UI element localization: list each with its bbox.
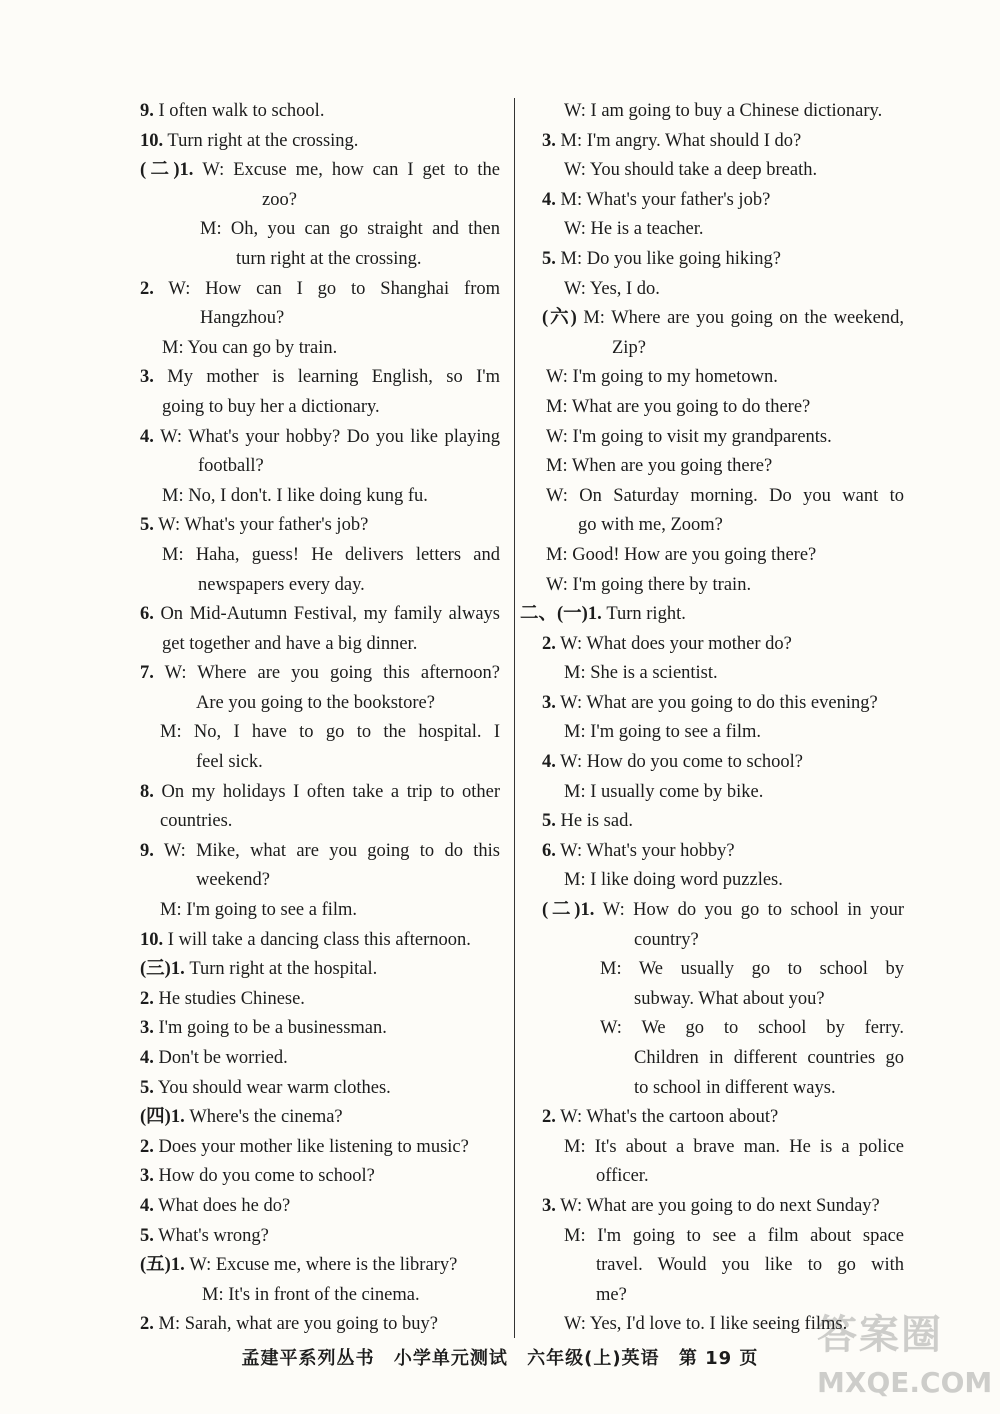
- item-number: 5.: [140, 515, 154, 536]
- answer-line: [140, 334, 500, 364]
- line-text: M: We usually go to school by: [600, 959, 904, 980]
- answer-line: [542, 1044, 904, 1074]
- answer-line: [542, 97, 904, 127]
- line-text: W: Excuse me, where is the library?: [189, 1255, 458, 1276]
- answer-line: [140, 393, 500, 423]
- answer-line: [140, 1281, 500, 1311]
- line-text: W: How can I go to Shanghai from: [168, 278, 500, 299]
- line-text: M: It's in front of the cinema.: [202, 1284, 420, 1305]
- answer-line: [542, 866, 904, 896]
- line-text: How do you come to school?: [158, 1166, 375, 1187]
- answer-line: [542, 1251, 904, 1281]
- line-text: Where's the cinema?: [189, 1107, 343, 1128]
- line-text: to school in different ways.: [634, 1077, 836, 1098]
- answer-line: [140, 718, 500, 748]
- answer-line: [140, 837, 500, 867]
- answer-line: [542, 896, 904, 926]
- answer-line: [140, 1074, 500, 1104]
- line-text: M: I usually come by bike.: [564, 781, 764, 802]
- line-text: My mother is learning English, so I'm: [167, 367, 500, 388]
- answer-line: [542, 1133, 904, 1163]
- line-text: M: Do you like going hiking?: [560, 248, 781, 269]
- item-number: 6.: [542, 840, 556, 861]
- line-text: turn right at the crossing.: [236, 248, 422, 269]
- line-text: W: You should take a deep breath.: [564, 160, 818, 181]
- line-text: W: He is a teacher.: [564, 219, 704, 240]
- answer-line: [140, 926, 500, 956]
- line-text: M: I'm going to see a film.: [160, 900, 358, 921]
- answer-line: [140, 156, 500, 186]
- item-number: 5.: [140, 1225, 154, 1246]
- line-text: W: What's the cartoon about?: [560, 1107, 779, 1128]
- line-text: go with me, Zoom?: [578, 515, 723, 536]
- item-number: (五)1.: [140, 1255, 185, 1276]
- answer-line: [140, 97, 500, 127]
- answer-line: [542, 807, 904, 837]
- answer-line: [542, 955, 904, 985]
- item-number: 4.: [140, 1195, 154, 1216]
- line-text: M: What are you going to do there?: [546, 396, 811, 417]
- line-text: countries.: [160, 811, 233, 832]
- line-text: Children in different countries go: [634, 1048, 904, 1068]
- item-number: 10.: [140, 130, 164, 151]
- item-number: 3.: [140, 367, 154, 388]
- answer-line: [520, 600, 904, 630]
- item-number: 2.: [140, 1136, 154, 1157]
- item-number: 4.: [140, 1048, 154, 1068]
- line-text: W: On Saturday morning. Do you want to: [546, 485, 904, 506]
- line-text: me?: [596, 1284, 627, 1305]
- answer-line: [140, 1251, 500, 1281]
- answer-line: [542, 452, 904, 482]
- answer-line: [542, 630, 904, 660]
- line-text: M: I'm angry. What should I do?: [560, 130, 802, 151]
- line-text: M: I'm going to see a film about space: [564, 1225, 904, 1246]
- item-number: 3.: [140, 1166, 154, 1187]
- line-text: football?: [198, 456, 264, 477]
- answer-line: [542, 659, 904, 689]
- answer-line: [140, 778, 500, 808]
- line-text: W: Excuse me, how can I get to the: [202, 160, 500, 181]
- line-text: What does he do?: [158, 1195, 291, 1216]
- item-number: (四)1.: [140, 1107, 185, 1128]
- line-text: zoo?: [262, 189, 297, 210]
- right-column: [520, 97, 904, 1340]
- line-text: newspapers every day.: [198, 574, 365, 595]
- line-text: Turn right at the hospital.: [189, 959, 378, 980]
- line-text: On Mid-Autumn Festival, my family always: [160, 604, 500, 625]
- answer-line: [542, 541, 904, 571]
- answer-line: [140, 304, 500, 334]
- line-text: I'm going to be a businessman.: [158, 1018, 387, 1039]
- left-column: [140, 97, 500, 1340]
- line-text: W: How do you go to school in your: [602, 900, 904, 921]
- item-number: 10.: [140, 929, 164, 950]
- line-text: M: Good! How are you going there?: [546, 544, 817, 565]
- answer-line: [140, 571, 500, 601]
- line-text: W: What's your hobby?: [560, 840, 735, 861]
- line-text: W: How do you come to school?: [560, 752, 804, 773]
- line-text: W: What's your father's job?: [158, 515, 369, 536]
- line-text: subway. What about you?: [634, 988, 825, 1009]
- answer-line: [542, 423, 904, 453]
- line-text: Does your mother like listening to music?: [158, 1136, 469, 1157]
- item-number: 5.: [542, 248, 556, 269]
- item-number: 5.: [140, 1077, 154, 1098]
- watermark-url: MXQE.COM: [817, 1366, 993, 1399]
- answer-line: [542, 363, 904, 393]
- line-text: W: I'm going there by train.: [546, 574, 752, 595]
- answer-line: [542, 304, 904, 334]
- answer-line: [140, 511, 500, 541]
- item-number: 5.: [542, 811, 556, 832]
- line-text: I often walk to school.: [158, 101, 325, 121]
- line-text: W: Where are you going this afternoon?: [164, 663, 500, 684]
- answer-line: [140, 748, 500, 778]
- item-number: 3.: [140, 1018, 154, 1039]
- answer-line: [140, 866, 500, 896]
- line-text: W: I'm going to visit my grandparents.: [546, 426, 832, 447]
- answer-line: [542, 926, 904, 956]
- answer-line: [140, 452, 500, 482]
- item-number: 9.: [140, 101, 154, 121]
- line-text: travel. Would you like to go with: [596, 1255, 904, 1276]
- answer-line: [542, 334, 904, 364]
- answer-line: [542, 1222, 904, 1252]
- answer-line: [140, 630, 500, 660]
- item-number: 8.: [140, 781, 154, 802]
- answer-line: [542, 275, 904, 305]
- answer-line: [140, 245, 500, 275]
- answer-line: [542, 156, 904, 186]
- line-text: M: Where are you going on the weekend,: [583, 308, 904, 329]
- column-divider: [514, 98, 515, 1338]
- answer-line: [542, 718, 904, 748]
- item-number: 4.: [542, 189, 556, 210]
- line-text: M: Haha, guess! He delivers letters and: [162, 544, 500, 565]
- line-text: M: It's about a brave man. He is a police: [564, 1136, 904, 1157]
- footer-page-number: 第 19 页: [678, 1348, 759, 1369]
- answer-line: [542, 1103, 904, 1133]
- line-text: W: What does your mother do?: [560, 633, 792, 654]
- answer-line: [140, 1162, 500, 1192]
- line-text: Hangzhou?: [200, 308, 285, 329]
- answer-line: [542, 689, 904, 719]
- answer-line: [140, 482, 500, 512]
- answer-line: [140, 1044, 500, 1074]
- line-text: What's wrong?: [158, 1225, 269, 1246]
- line-text: M: When are you going there?: [546, 456, 773, 477]
- answer-line: [542, 393, 904, 423]
- item-number: 4.: [542, 752, 556, 773]
- answer-line: [542, 1014, 904, 1044]
- line-text: W: I am going to buy a Chinese dictionary.: [564, 101, 883, 121]
- line-text: W: Mike, what are you going to do this: [163, 840, 500, 861]
- answer-line: [140, 896, 500, 926]
- line-text: going to buy her a dictionary.: [162, 396, 380, 417]
- line-text: M: She is a scientist.: [564, 663, 718, 684]
- line-text: M: What's your father's job?: [560, 189, 771, 210]
- line-text: Turn right at the crossing.: [167, 130, 359, 151]
- item-number: 3.: [542, 130, 556, 151]
- answer-line: [140, 600, 500, 630]
- line-text: M: Sarah, what are you going to buy?: [158, 1314, 438, 1335]
- answer-line: [140, 985, 500, 1015]
- line-text: Turn right.: [606, 604, 686, 625]
- answer-line: [542, 186, 904, 216]
- item-number: 3.: [542, 692, 556, 713]
- line-text: get together and have a big dinner.: [162, 633, 418, 654]
- answer-line: [140, 955, 500, 985]
- answer-line: [140, 807, 500, 837]
- line-text: M: Oh, you can go straight and then: [200, 219, 500, 240]
- answer-line: [140, 659, 500, 689]
- line-text: W: Yes, I do.: [564, 278, 660, 299]
- answer-line: [542, 1074, 904, 1104]
- item-number: 2.: [542, 633, 556, 654]
- footer-grade: 六年级(上)英语: [527, 1348, 660, 1369]
- answer-line: [542, 985, 904, 1015]
- line-text: He studies Chinese.: [158, 988, 305, 1009]
- answer-line: [542, 1162, 904, 1192]
- answer-line: [542, 837, 904, 867]
- item-number: (六): [542, 308, 577, 329]
- item-number: 2.: [140, 1314, 154, 1335]
- line-text: Zip?: [612, 337, 646, 358]
- line-text: I will take a dancing class this afternoon.: [167, 929, 471, 950]
- item-number: (三)1.: [140, 959, 185, 980]
- answer-line: [542, 482, 904, 512]
- line-text: M: No, I don't. I like doing kung fu.: [162, 485, 428, 506]
- answer-line: [542, 1192, 904, 1222]
- line-text: M: I'm going to see a film.: [564, 722, 762, 743]
- line-text: W: What are you going to do next Sunday?: [560, 1195, 880, 1216]
- answer-line: [140, 423, 500, 453]
- watermark-logo: 答案圈: [817, 1312, 943, 1358]
- line-text: Don't be worried.: [158, 1048, 288, 1068]
- answer-line: [542, 127, 904, 157]
- answer-line: [140, 215, 500, 245]
- footer-book: 小学单元测试: [393, 1348, 508, 1369]
- answer-line: [140, 689, 500, 719]
- answer-line: [140, 1133, 500, 1163]
- answer-line: [140, 1310, 500, 1340]
- line-text: officer.: [596, 1166, 649, 1187]
- line-text: You should wear warm clothes.: [157, 1077, 391, 1098]
- answer-line: [140, 1192, 500, 1222]
- line-text: W: Yes, I'd love to. I like seeing films.: [564, 1314, 848, 1335]
- item-number: (二)1.: [140, 160, 194, 181]
- line-text: Are you going to the bookstore?: [196, 692, 435, 713]
- item-number: 2.: [542, 1107, 556, 1128]
- line-text: M: I like doing word puzzles.: [564, 870, 783, 891]
- answer-line: [140, 1103, 500, 1133]
- line-text: W: We go to school by ferry.: [600, 1018, 904, 1039]
- line-text: country?: [634, 929, 699, 950]
- answer-line: [140, 1222, 500, 1252]
- line-text: He is sad.: [560, 811, 633, 832]
- line-text: weekend?: [196, 870, 270, 891]
- answer-line: [542, 245, 904, 275]
- answer-line: [140, 186, 500, 216]
- answer-line: [140, 363, 500, 393]
- item-number: 4.: [140, 426, 154, 447]
- answer-line: [542, 748, 904, 778]
- answer-line: [140, 1014, 500, 1044]
- line-text: W: What are you going to do this evening?: [560, 692, 878, 713]
- answer-line: [542, 215, 904, 245]
- item-number: 二、(一)1.: [520, 604, 602, 625]
- answer-line: [542, 571, 904, 601]
- line-text: M: No, I have to go to the hospital. I: [160, 722, 500, 743]
- item-number: 3.: [542, 1195, 556, 1216]
- line-text: On my holidays I often take a trip to other: [161, 781, 500, 802]
- item-number: 9.: [140, 840, 154, 861]
- item-number: 6.: [140, 604, 154, 625]
- line-text: W: I'm going to my hometown.: [546, 367, 778, 388]
- line-text: W: What's your hobby? Do you like playing: [160, 426, 500, 447]
- item-number: 2.: [140, 278, 154, 299]
- item-number: 7.: [140, 663, 154, 684]
- answer-line: [140, 541, 500, 571]
- answer-line: [140, 275, 500, 305]
- item-number: 2.: [140, 988, 154, 1009]
- line-text: M: You can go by train.: [162, 337, 338, 358]
- footer-series: 孟建平系列丛书: [241, 1348, 375, 1369]
- answer-line: [140, 127, 500, 157]
- answer-line: [542, 511, 904, 541]
- watermark: [817, 1303, 993, 1413]
- line-text: feel sick.: [196, 752, 263, 773]
- answer-line: [542, 778, 904, 808]
- item-number: (二)1.: [542, 900, 595, 921]
